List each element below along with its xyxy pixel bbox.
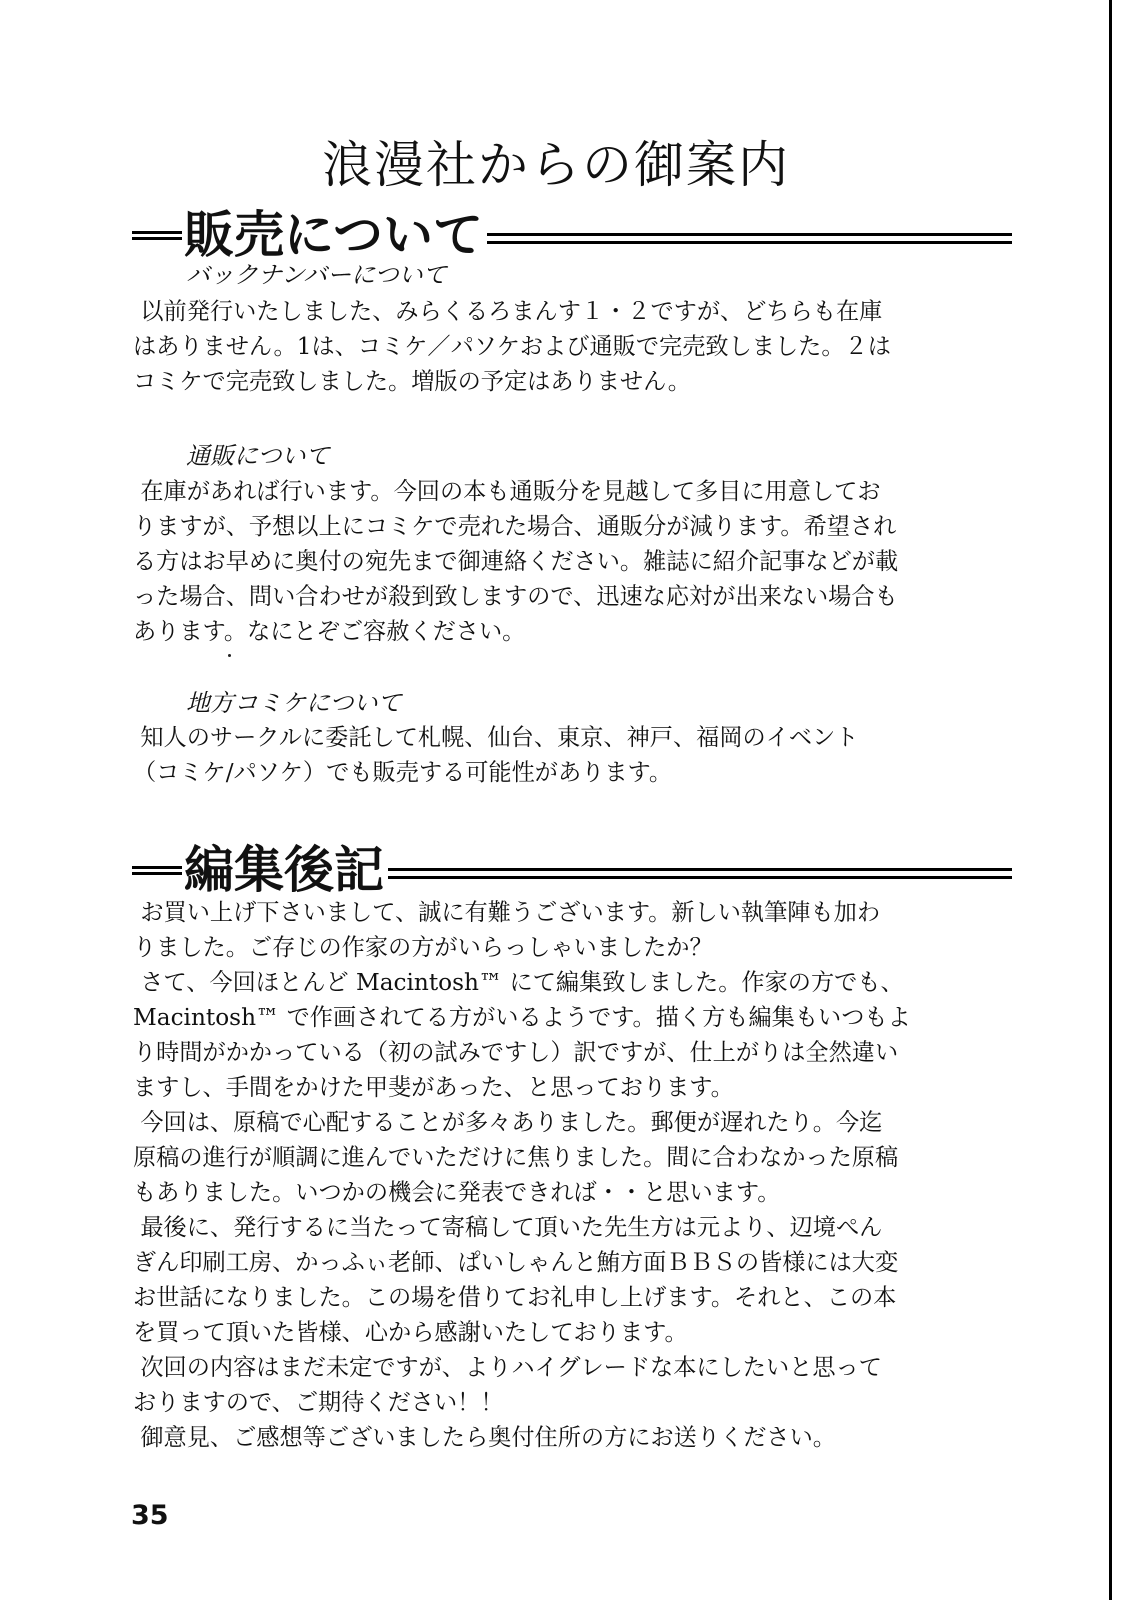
section-heading-text: 販売について	[184, 206, 483, 264]
section-heading-afterword	[132, 838, 1012, 902]
page-number: 35	[131, 1500, 169, 1531]
heading-rule-right	[487, 233, 1012, 244]
heading-rule-left	[132, 231, 182, 240]
paragraph-regional: 知人のサークルに委託して札幌、仙台、東京、神戸、福岡のイベント （コミケ/パソケ）でも販売する可能性があります。	[133, 724, 859, 786]
paragraph-mailorder: 在庫があれば行います。今回の本も通販分を見越して多目に用意してお りますが、予想以上にコミケで売れた場合、通販分が減ります。希望され る方はお早めに奥付の宛先まで御連絡ください。雑誌に紹介記事などが載 った場合、問い合わせが殺到致しますので、迅速な応対が出来ない場合も あります。なにとぞご容赦ください。	[133, 478, 899, 645]
subheading-backnumber: バックナンバーについて	[186, 261, 447, 289]
paragraph-backnumber: 以前発行いたしました、みらくるろまんす１・２ですが、どちらも在庫 はありません。1は、コミケ／パソケおよび通販で完売致しました。２は コミケで完売致しました。増版の予定はありません。	[133, 298, 891, 395]
paragraph-afterword: お買い上げ下さいまして、誠に有難うございます。新しい執筆陣も加わ りました。ご存じの作家の方がいらっしゃいましたか？ さて、今回ほとんど Macintosh™ にて編集致しました。作家の方でも、 Macintosh™ で作画されてる方がいるようです。描く方も編集もいつもよ り時間がかかっている（初の試みですし）訳ですが、仕上がりは全然違い ますし、手間をかけた甲斐があった、と思っております。 今回は、原稿で心配することが多々ありました。郵便が遅れたり。今迄 原稿の進行が順調に進んでいただけに焦りました。間に合わなかった原稿 もありました。いつかの機会に発表できれば・・と思います。 最後に、発行するに当たって寄稿して頂いた先生方は元より、辺境ぺん ぎん印刷工房、かっふぃ老師、ぱいしゃんと鮪方面ＢＢＳの皆様には大変 お世話になりました。この場を借りてお礼申し上げます。それと、この本 を買って頂いた皆様、心から感謝いたしております。 次回の内容はまだ未定ですが、よりハイグレードな本にしたいと思って おりますので、ご期待ください！！ 御意見、ご感想等ございましたら奥付住所の方にお送りください。	[133, 899, 911, 1451]
section-heading-sales	[132, 203, 1012, 267]
heading-rule-left	[132, 866, 182, 875]
subheading-regional: 地方コミケについて	[186, 689, 402, 717]
page-title: 浪漫社からの御案内	[322, 136, 790, 194]
subheading-mailorder: 通販について	[186, 442, 330, 470]
stray-mark	[228, 654, 231, 657]
heading-rule-right	[388, 868, 1012, 879]
section-heading-text: 編集後記	[184, 841, 384, 899]
